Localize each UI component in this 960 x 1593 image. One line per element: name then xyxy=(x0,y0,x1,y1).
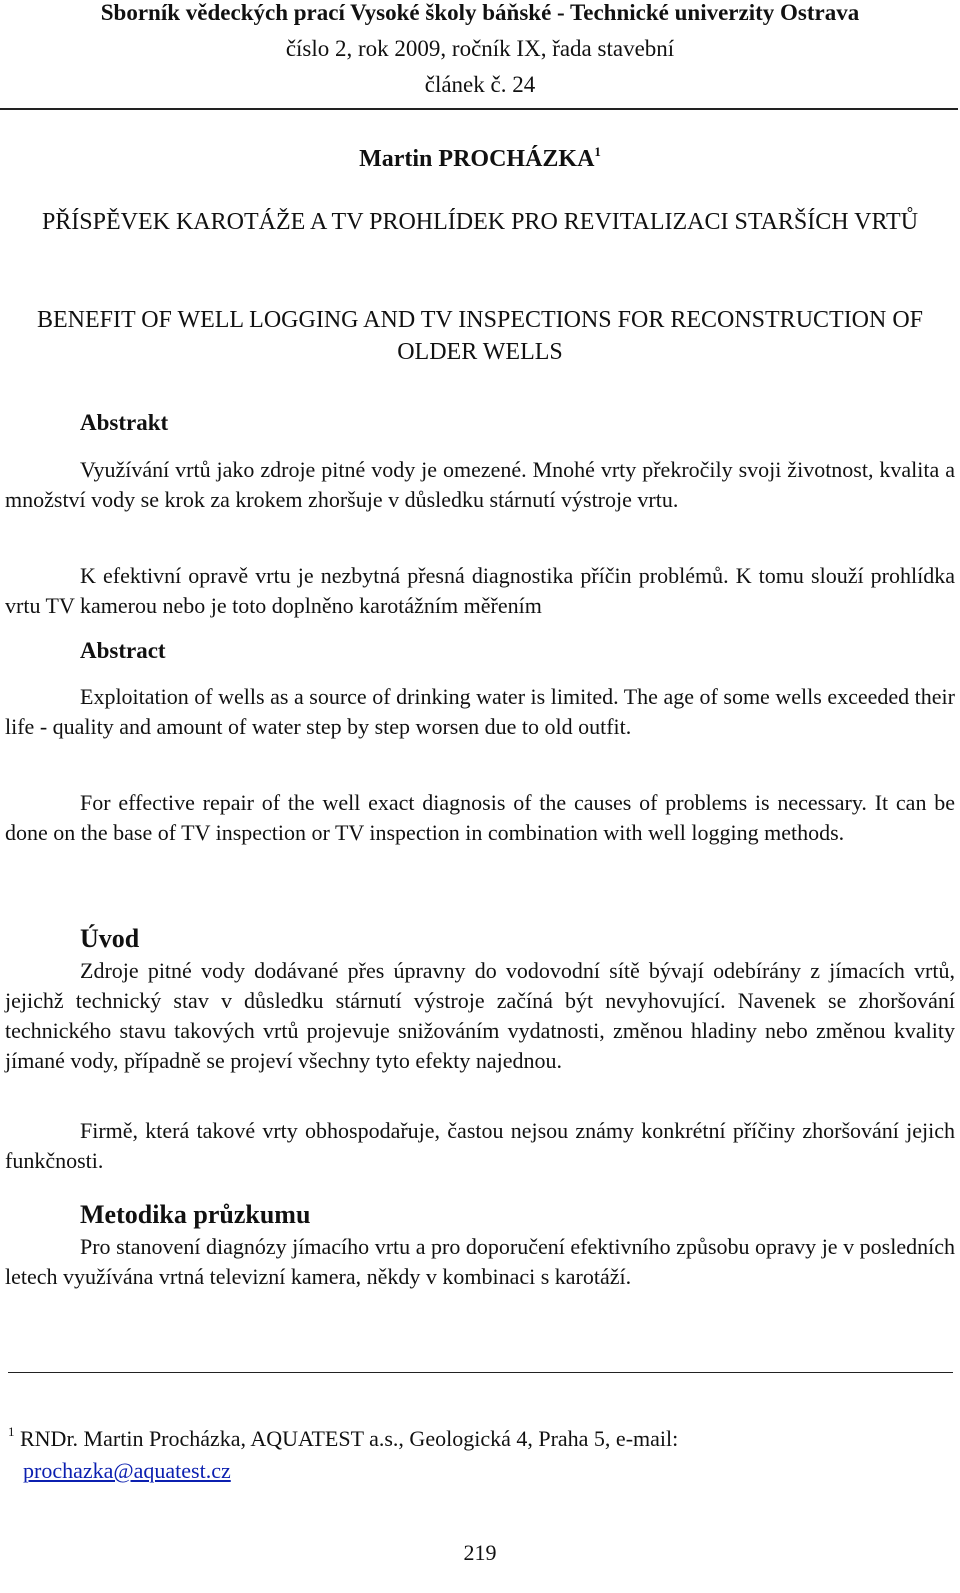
metodika-heading: Metodika průzkumu xyxy=(80,1200,311,1229)
author-line xyxy=(0,144,960,173)
author-footnote-marker: 1 xyxy=(594,144,601,159)
abstract-heading: Abstract xyxy=(80,638,166,663)
footnote-rule xyxy=(8,1372,953,1373)
abstrakt-paragraph-2: K efektivní opravě vrtu je nezbytná přesná diagnostika příčin problémů. K tomu slouží prohlídka vrtu TV kamerou nebo je toto doplněno karotážním měřením xyxy=(5,563,955,618)
metodika-paragraph-1: Pro stanovení diagnózy jímacího vrtu a pro doporučení efektivního způsobu opravy je v posledních letech využívána vrtná televizní kamera, někdy v kombinaci s karotáží. xyxy=(5,1234,955,1289)
abstract-paragraph-1: Exploitation of wells as a source of drinking water is limited. The age of some wells exceeded their life - quality and amount of water step by step worsen due to old outfit. xyxy=(5,684,955,739)
header-rule xyxy=(0,108,958,110)
uvod-heading: Úvod xyxy=(80,924,140,953)
author-email-link[interactable]: prochazka@aquatest.cz xyxy=(23,1458,231,1483)
uvod-paragraph-2: Firmě, která takové vrty obhospodařuje, častou nejsou známy konkrétní příčiny zhoršování jejich funkčnosti. xyxy=(5,1118,955,1173)
abstract-paragraph-2: For effective repair of the well exact diagnosis of the causes of problems is necessary. It can be done on the base of TV inspection or TV inspection in combination with well logging methods. xyxy=(5,790,955,845)
title-english: BENEFIT OF WELL LOGGING AND TV INSPECTIONS FOR RECONSTRUCTION OF OLDER WELLS xyxy=(36,307,924,365)
abstrakt-paragraph-1: Využívání vrtů jako zdroje pitné vody je omezené. Mnohé vrty překročily svoji životnost, kvalita a množství vody se krok za krokem zhoršuje v důsledku stárnutí výstroje vrtu. xyxy=(5,457,955,512)
footnote xyxy=(8,1416,948,1487)
footnote-text: RNDr. Martin Procházka, AQUATEST a.s., Geologická 4, Praha 5, e-mail: xyxy=(20,1426,679,1451)
abstrakt-heading: Abstrakt xyxy=(80,410,169,435)
author-name: Martin PROCHÁZKA xyxy=(359,146,595,172)
page-number: 219 xyxy=(463,1540,497,1565)
uvod-paragraph-1: Zdroje pitné vody dodávané přes úpravny do vodovodní sítě bývají odebírány z jímacích vrtů, jejichž technický stav v důsledku stárnutí výstroje začíná být nevyhovující. Navenek se zhoršování technického stavu takových vrtů projevuje snižováním vydatnosti, změnou hladiny nebo změnou kvality jímané vody, případně se projeví všechny tyto efekty najednou. xyxy=(5,958,955,1073)
title-czech: PŘÍSPĚVEK KAROTÁŽE A TV PROHLÍDEK PRO REVITALIZACI STARŠÍCH VRTŮ xyxy=(41,209,919,235)
journal-title: Sborník vědeckých prací Vysoké školy báňské - Technické univerzity Ostrava xyxy=(100,0,860,25)
footnote-marker: 1 xyxy=(8,1424,15,1439)
article-number: článek č. 24 xyxy=(424,72,536,97)
issue-info: číslo 2, rok 2009, ročník IX, řada stavební xyxy=(285,36,675,61)
